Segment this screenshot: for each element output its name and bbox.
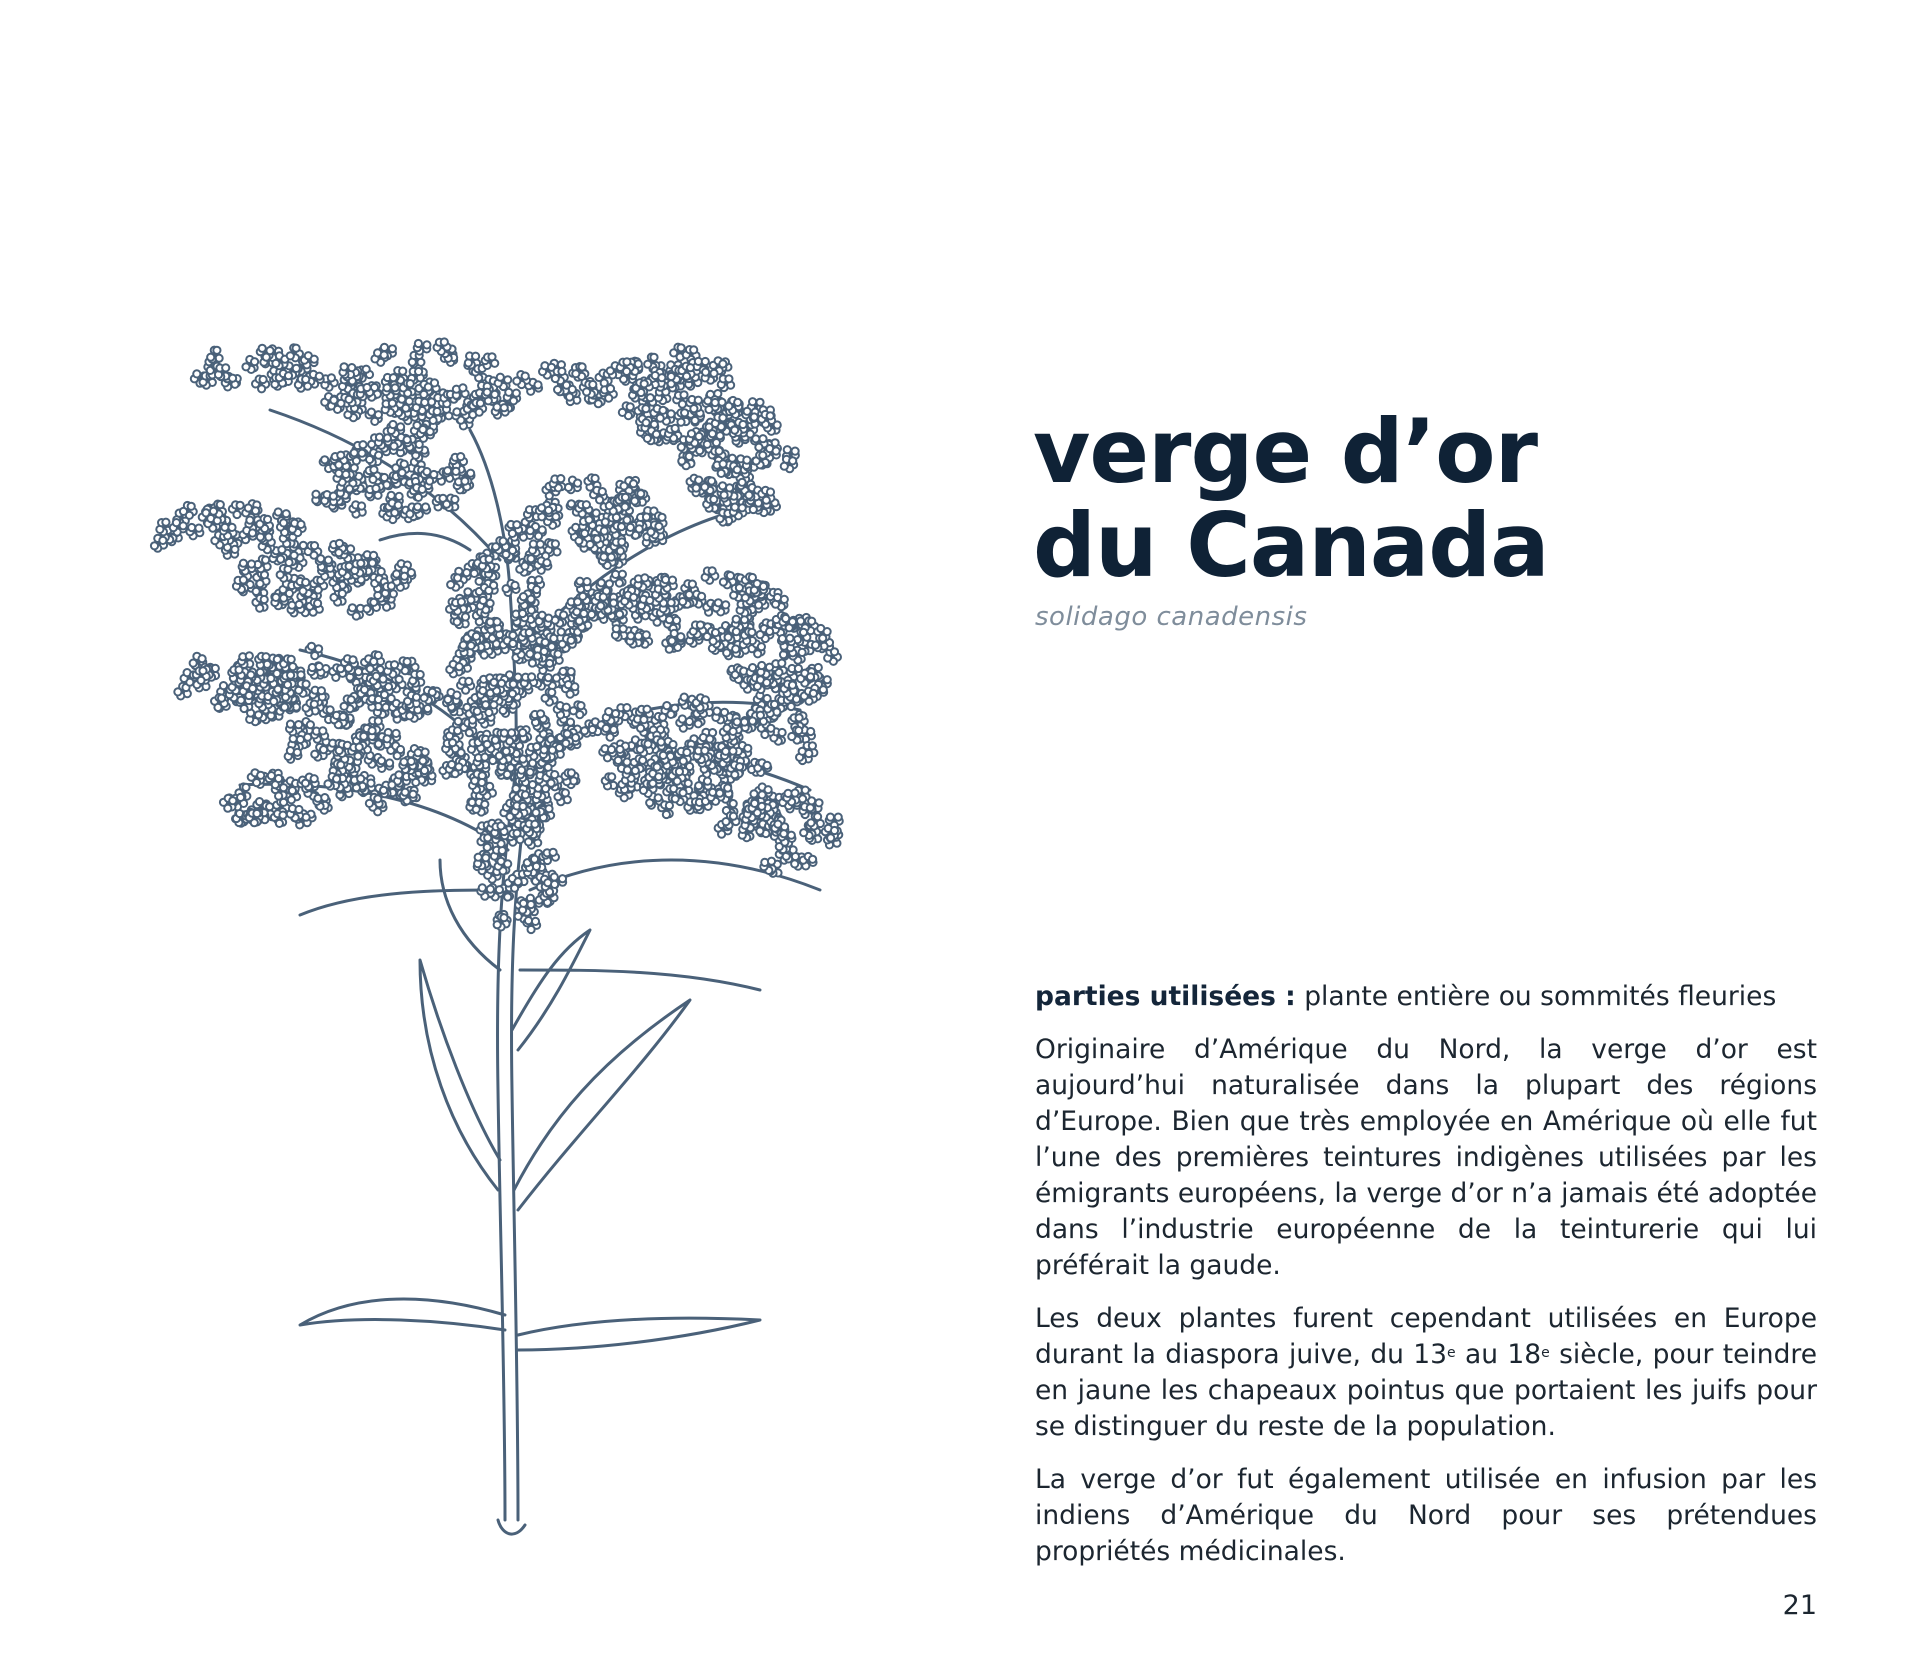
floret <box>228 666 245 681</box>
paragraph-infusion: La verge d’or fut également utilisée en infusion par les indiens d’Amérique du Nord pour ses prétendues propriétés médicinales. <box>1035 1464 1817 1567</box>
floret <box>339 363 355 378</box>
floret <box>554 789 571 806</box>
parts-used-label: parties utilisées : <box>1035 981 1296 1012</box>
floret <box>257 345 274 361</box>
floret <box>632 716 649 732</box>
floret <box>575 578 591 593</box>
floret <box>702 369 718 384</box>
floret <box>308 663 325 679</box>
floret <box>534 557 551 574</box>
floret <box>626 524 643 539</box>
floret <box>239 560 256 575</box>
floret <box>459 642 475 657</box>
floret <box>796 748 812 764</box>
floret <box>295 680 310 697</box>
floret <box>233 576 248 593</box>
floret <box>544 674 560 689</box>
floret <box>350 775 366 791</box>
superscript-13: e <box>1447 1345 1456 1361</box>
title-line-2: du Canada <box>1033 494 1549 597</box>
floret <box>601 725 618 741</box>
floret <box>186 524 203 540</box>
floret <box>337 484 353 499</box>
floret <box>365 485 381 501</box>
floret <box>485 618 501 633</box>
floret <box>384 661 400 678</box>
floret <box>220 795 237 812</box>
goldenrod-plant-drawing <box>120 330 920 1560</box>
leaf-mid-right <box>514 1000 690 1210</box>
paragraph-origin: Originaire d’Amérique du Nord, la verge d’or est aujourd’hui naturalisée dans la plupart des régions d’Europe. Bien que très employée en Amérique où elle fut l’une des premières teintures indigènes utilisées par les émigrants européens, la verge d’or n’a jamais été adoptée dans l’industrie européenne de la teinturerie qui lui préférait la gaude. <box>1035 1034 1817 1281</box>
floret <box>414 340 431 355</box>
floret <box>287 805 303 821</box>
floret <box>542 689 558 706</box>
floret <box>583 381 598 398</box>
floret <box>660 576 677 592</box>
floret <box>503 580 520 596</box>
floret <box>824 648 841 665</box>
leaf-upper-left <box>380 533 470 550</box>
floret <box>562 769 578 785</box>
floret <box>695 776 712 792</box>
floret <box>517 767 534 782</box>
floret <box>772 594 788 610</box>
floret <box>570 701 587 718</box>
floret <box>507 830 524 846</box>
floret <box>366 794 383 811</box>
floret <box>240 527 257 543</box>
floret <box>524 650 541 666</box>
floret <box>565 477 581 494</box>
floret <box>421 687 436 704</box>
floret <box>413 503 430 518</box>
floret <box>491 822 508 838</box>
floret <box>303 700 319 717</box>
latin-name: solidago canadensis <box>1035 602 1308 632</box>
floret <box>676 715 693 731</box>
floret <box>360 725 376 741</box>
floret <box>367 695 383 711</box>
floret <box>599 553 616 569</box>
floret <box>500 729 517 744</box>
floret <box>518 629 535 645</box>
floret <box>252 595 267 612</box>
floret <box>306 643 323 660</box>
floret <box>457 678 474 694</box>
floret <box>371 349 388 366</box>
floret <box>474 854 489 870</box>
floret <box>295 376 311 392</box>
leaf-lower-right <box>518 1318 760 1350</box>
floret <box>754 676 771 693</box>
page-number: 21 <box>1782 1590 1817 1621</box>
branch-left-low <box>300 890 505 915</box>
floret <box>702 567 719 584</box>
floret <box>720 725 737 742</box>
floret <box>410 484 427 501</box>
paragraph-diaspora-c: siècle, pour teindre en jaune les chapeaux pointus que portaient les juifs pour se distinguer du reste de la population. <box>1035 1339 1818 1442</box>
floret <box>469 777 486 793</box>
parts-used <box>1035 979 1817 1015</box>
floret <box>210 501 226 518</box>
floret <box>348 604 364 619</box>
floret <box>658 801 673 818</box>
floret <box>447 574 463 591</box>
leaf-lower-left <box>300 1299 505 1330</box>
floret <box>222 544 239 559</box>
floret <box>479 556 495 573</box>
floret <box>807 813 824 830</box>
floret <box>619 402 635 419</box>
floret <box>720 571 736 588</box>
floret <box>713 599 730 615</box>
floret <box>482 389 499 405</box>
floret <box>751 580 768 596</box>
floret <box>207 347 223 363</box>
floret <box>552 368 568 385</box>
floret <box>321 491 337 507</box>
floret <box>602 773 617 789</box>
floret <box>252 376 269 393</box>
floret <box>254 556 271 573</box>
floret <box>536 612 553 628</box>
floret <box>151 535 167 552</box>
floret <box>341 695 357 712</box>
floret <box>246 709 262 725</box>
floret <box>562 681 579 698</box>
floret <box>554 702 570 719</box>
floret <box>382 582 397 598</box>
page-title <box>1033 400 1549 597</box>
floret <box>473 799 489 816</box>
floret <box>781 456 798 473</box>
leaf-mid-left <box>420 960 500 1190</box>
floret <box>285 747 302 763</box>
leaf-bract-1 <box>512 930 590 1050</box>
floret <box>788 727 803 744</box>
floret <box>444 689 460 705</box>
floret <box>349 501 365 517</box>
floret <box>686 396 702 412</box>
floret <box>638 596 654 613</box>
parts-used-value: plante entière ou sommités fleuries <box>1304 981 1777 1012</box>
floret <box>446 661 463 678</box>
floret <box>612 625 627 641</box>
floret <box>718 375 735 391</box>
floret <box>333 470 350 486</box>
floret <box>454 478 471 494</box>
floret <box>242 356 258 373</box>
floret <box>376 757 393 772</box>
floret <box>311 744 327 761</box>
floret <box>277 565 292 582</box>
paragraph-diaspora-a: Les deux plantes furent cependant utilisées en Europe durant la diaspora juive, du 13 <box>1035 1303 1817 1370</box>
title-line-1: verge d’or <box>1033 400 1538 503</box>
superscript-18: e <box>1541 1345 1550 1361</box>
floret <box>366 409 383 426</box>
floret-clusters <box>151 338 843 933</box>
floret <box>271 810 287 827</box>
paragraph-diaspora <box>1035 1301 1817 1445</box>
floret <box>477 884 494 900</box>
floret <box>529 540 545 556</box>
floret <box>266 772 283 788</box>
floret <box>215 364 229 380</box>
stem-base <box>498 1520 525 1534</box>
floret <box>524 855 540 871</box>
floret <box>474 754 490 770</box>
body-text <box>1035 979 1817 1587</box>
floret <box>409 671 424 687</box>
floret <box>331 712 347 728</box>
floret <box>324 773 340 790</box>
floret <box>519 900 535 916</box>
floret <box>417 426 434 442</box>
floret <box>255 653 271 669</box>
floret <box>540 746 556 761</box>
floret <box>757 662 773 678</box>
floret <box>453 384 469 399</box>
floret <box>350 449 367 464</box>
floret <box>351 560 366 577</box>
floret <box>492 403 509 418</box>
floret <box>712 708 728 724</box>
floret <box>523 917 540 933</box>
floret <box>482 353 499 369</box>
floret <box>542 849 559 864</box>
branch-right-bottom <box>520 970 760 990</box>
plant-svg <box>120 330 920 1560</box>
floret <box>703 496 718 512</box>
floret <box>712 460 728 477</box>
floret <box>702 397 718 413</box>
floret <box>675 409 690 426</box>
floret <box>363 598 380 615</box>
floret <box>626 632 642 647</box>
paragraph-diaspora-b: au 18 <box>1455 1339 1542 1370</box>
